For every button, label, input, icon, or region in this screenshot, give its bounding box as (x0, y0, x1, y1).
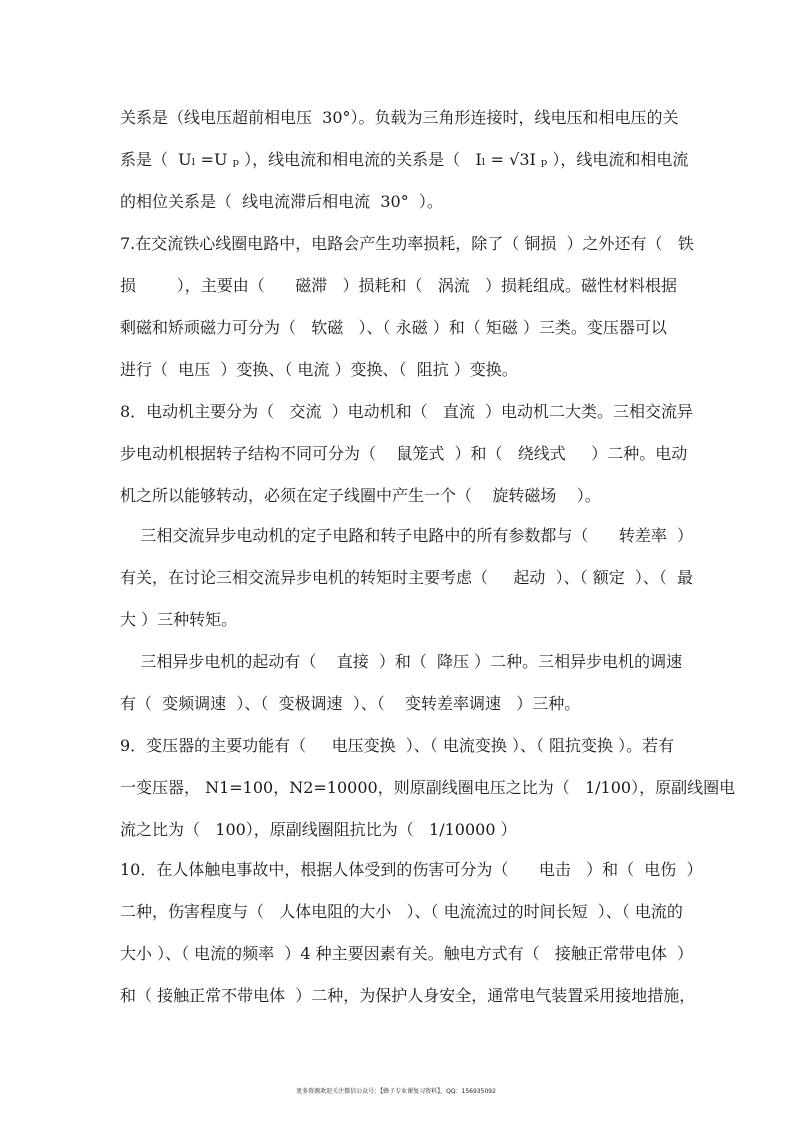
line-text: 损 ），主要由（ 磁滞 ）损耗和（ 涡流 ）损耗组成。磁性材料根据 (120, 276, 677, 295)
text-line (120, 647, 683, 677)
line-text: 大 ）三种转矩。 (120, 610, 238, 629)
text-line (120, 103, 680, 133)
text-line (120, 689, 680, 719)
page-footer: 更多资源欢迎关注微信公众号：【蜂子专业课复习资料】，QQ：156935092 (296, 1088, 496, 1095)
text-line (120, 271, 680, 301)
text-line (120, 187, 680, 217)
line-text: 一变压器， N1=100，N2=10000，则原副线圈电压之比为（ 1/100），原副线圈电 (120, 778, 736, 797)
line-text: 10．在人体触电事故中，根据人体受到的伤害可分为（ 电击 ）和（ 电伤 ） (120, 860, 703, 879)
line-text: 有（ 变频调速 ）、（ 变极调速 ）、（ 变转差率调速 ）三种。 (120, 694, 581, 713)
text-line (120, 605, 680, 635)
line-text: 三相异步电机的起动有（ 直接 ）和（ 降压 ）二种。三相异步电机的调速 (120, 652, 683, 671)
line-text: 系是（ Uₗ =U ₚ ），线电流和相电流的关系是（ Iₗ = √3I ₚ ），线电流和相电流 (120, 150, 689, 169)
text-line (120, 815, 680, 845)
line-text: 二种，伤害程度与（ 人体电阻的大小 ）、（ 电流流过的时间长短 ）、（ 电流的 (120, 902, 683, 921)
text-line (120, 897, 683, 927)
text-line (120, 939, 694, 969)
text-line (120, 773, 736, 803)
text-line (120, 313, 680, 343)
text-line (120, 145, 689, 175)
line-text: 8．电动机主要分为（ 交流 ）电动机和（ 直流 ）电动机二大类。三相交流异 (120, 402, 694, 421)
line-text: 的相位关系是（ 线电流滞后相电流 30° ）。 (120, 192, 443, 211)
line-text: 和（ 接触正常不带电体 ）二种，为保护人身安全，通常电气装置采用接地措施， (120, 986, 696, 1005)
text-line (120, 731, 680, 761)
line-text: 有关，在讨论三相交流异步电机的转矩时主要考虑（ 起动 ）、（ 额定 ）、（ 最 (120, 568, 694, 587)
line-text: 三相交流异步电动机的定子电路和转子电路中的所有参数都与（ 转差率 ） (120, 526, 694, 545)
line-text: 流之比为（ 100），原副线圈阻抗比为（ 1/10000 ） (120, 820, 517, 839)
text-line (120, 397, 694, 427)
text-line (120, 229, 694, 259)
text-line (120, 855, 703, 885)
text-line (120, 563, 694, 593)
text-line (120, 355, 680, 385)
text-line (120, 481, 680, 511)
line-text: 步电动机根据转子结构不同可分为（ 鼠笼式 ）和（ 绕线式 ）二种。电动 (120, 444, 688, 463)
text-line (120, 521, 694, 551)
line-text: 关系是（线电压超前相电压 30°）。负载为三角形连接时，线电压和相电压的关 (120, 108, 679, 127)
line-text: 进行（ 电压 ）变换、（ 电流 ）变换、（ 阻抗 ）变换。 (120, 360, 518, 379)
text-line (120, 439, 688, 469)
text-line (120, 981, 696, 1011)
line-text: 机之所以能够转动，必须在定子线圈中产生一个（ 旋转磁场 ）。 (120, 486, 601, 505)
line-text: 剩磁和矫顽磁力可分为（ 软磁 ）、（ 永磁 ）和（ 矩磁 ）三类。变压器可以 (120, 318, 667, 337)
line-text: 大小 ）、（ 电流的频率 ）4 种主要因素有关。触电方式有（ 接触正常带电体 ） (120, 944, 694, 963)
line-text: 9．变压器的主要功能有（ 电压变换 ）、（ 电流变换 ）、（ 阻抗变换 ）。若有 (120, 736, 675, 755)
line-text: 7.在交流铁心线圈电路中，电路会产生功率损耗，除了（ 铜损 ）之外还有（ 铁 (120, 234, 694, 253)
